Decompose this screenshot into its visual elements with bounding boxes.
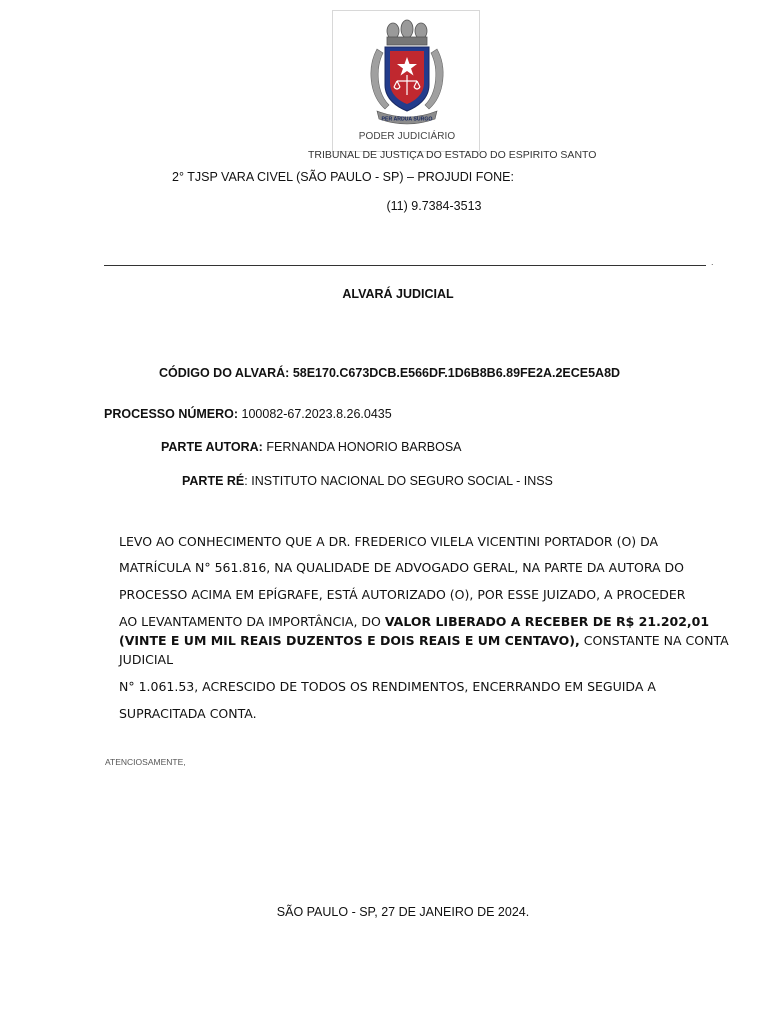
body-line-7: N° 1.061.53, ACRESCIDO DE TODOS OS RENDIMENTOS, ENCERRANDO EM SEGUIDA A — [119, 679, 656, 694]
court-phone: (11) 9.7384-3513 — [386, 199, 482, 213]
alvara-code-value: 58E170.C673DCB.E566DF.1D6B8B6.89FE2A.2ECE5A8D — [292, 366, 621, 380]
closing-salutation: ATENCIOSAMENTE, — [105, 757, 186, 767]
processo-field — [104, 407, 392, 421]
body-line-5 — [119, 633, 729, 648]
processo-value: 100082-67.2023.8.26.0435 — [241, 407, 392, 421]
poder-judiciario-label: PODER JUDICIÁRIO — [358, 131, 456, 142]
body-line-1: LEVO AO CONHECIMENTO QUE A DR. FREDERICO VILELA VICENTINI PORTADOR (O) DA — [119, 534, 659, 549]
processo-label: PROCESSO NÚMERO: — [104, 407, 239, 421]
parte-autora-field — [161, 440, 462, 454]
helmet-crest — [387, 20, 427, 45]
body-line-8: SUPRACITADA CONTA. — [119, 706, 257, 721]
parte-autora-value: FERNANDA HONORIO BARBOSA — [266, 440, 462, 454]
body-line-4-normal: AO LEVANTAMENTO DA IMPORTÂNCIA, DO — [119, 614, 385, 629]
emblem-motto-text: PER ARDUA SURGO — [381, 116, 433, 123]
coat-of-arms-logo — [363, 17, 451, 127]
alvara-code — [159, 366, 620, 380]
body-line-4-bold: VALOR LIBERADO A RECEBER DE R$ 21.202,01 — [384, 614, 710, 629]
body-line-4 — [119, 614, 709, 629]
emblem-frame — [332, 10, 480, 152]
alvara-code-label: CÓDIGO DO ALVARÁ: — [159, 366, 290, 380]
body-line-2: MATRÍCULA N° 561.816, NA QUALIDADE DE ADVOGADO GERAL, NA PARTE DA AUTORA DO — [119, 560, 684, 575]
body-line-5-normal: CONSTANTE NA CONTA — [579, 633, 729, 648]
header-divider — [104, 265, 706, 266]
parte-re-field — [182, 474, 553, 488]
document-title: ALVARÁ JUDICIAL — [342, 287, 454, 301]
parte-autora-label: PARTE AUTORA: — [161, 440, 263, 454]
body-line-3: PROCESSO ACIMA EM EPÍGRAFE, ESTÁ AUTORIZADO (O), POR ESSE JUIZADO, A PROCEDER — [119, 587, 686, 602]
tribunal-name: TRIBUNAL DE JUSTIÇA DO ESTADO DO ESPIRITO SANTO — [308, 149, 597, 161]
court-line-1: 2° TJSP VARA CIVEL (SÃO PAULO - SP) – PROJUDI FONE: — [172, 170, 514, 184]
body-line-5-bold: (VINTE E UM MIL REAIS DUZENTOS E DOIS REAIS E UM CENTAVO), — [119, 633, 580, 648]
place-and-date: SÃO PAULO - SP, 27 DE JANEIRO DE 2024. — [276, 905, 530, 919]
parte-re-value: : INSTITUTO NACIONAL DO SEGURO SOCIAL - INSS — [244, 474, 553, 488]
divider-mark: . — [711, 257, 714, 267]
body-line-6: JUDICIAL — [119, 652, 174, 667]
parte-re-label: PARTE RÉ — [182, 474, 245, 488]
